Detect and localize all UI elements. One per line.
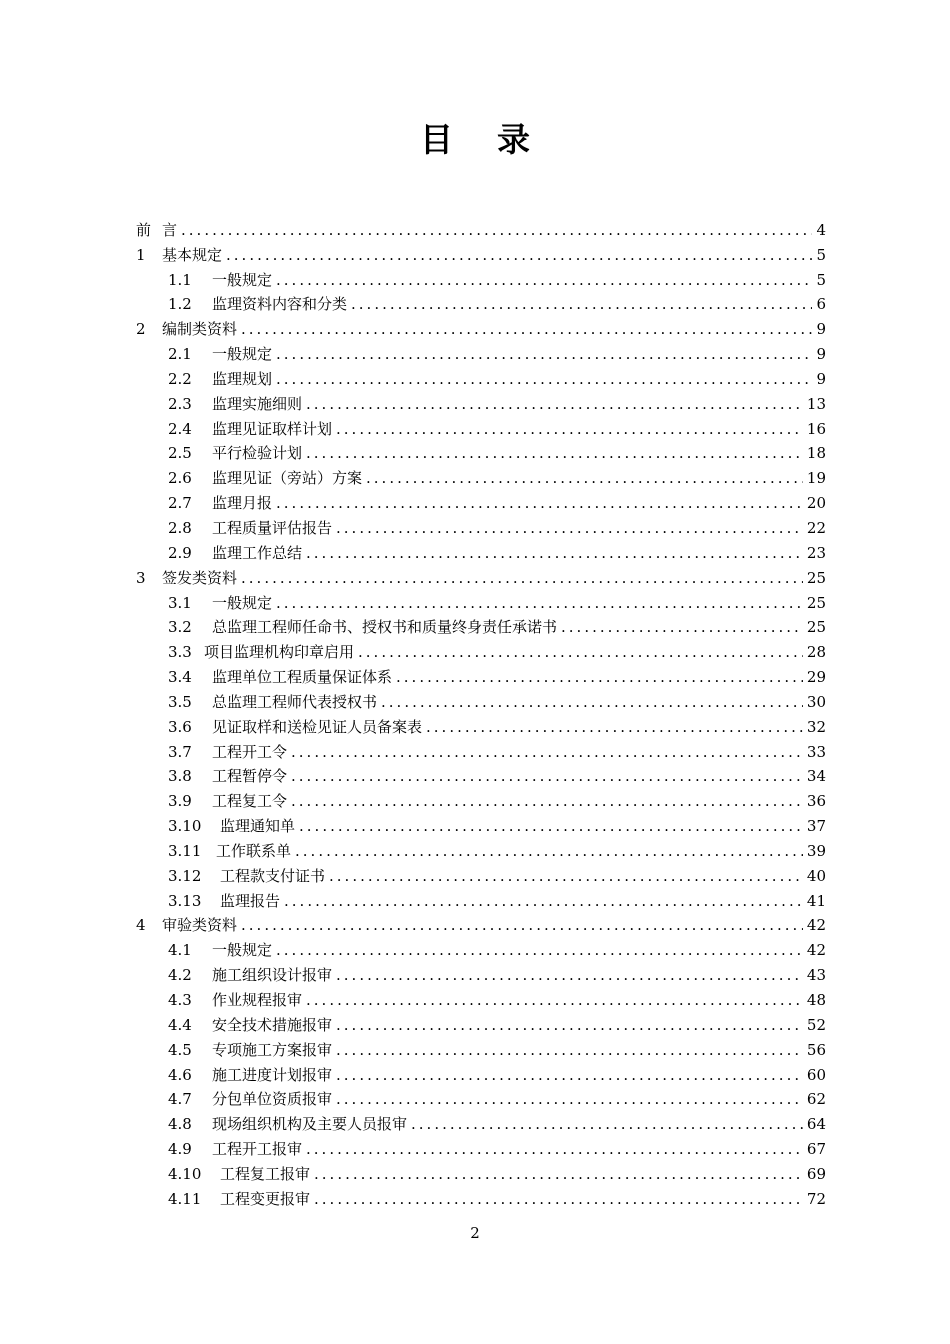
toc-entry[interactable] bbox=[136, 488, 826, 513]
toc-entry-page: 62 bbox=[806, 1090, 826, 1109]
toc-entry-page: 48 bbox=[806, 991, 826, 1009]
toc-entry-page: 72 bbox=[806, 1189, 826, 1208]
toc-entry-page: 52 bbox=[806, 1015, 826, 1034]
toc-entry-number: 4.10 bbox=[168, 1164, 202, 1183]
toc-leader-dots bbox=[336, 965, 803, 985]
toc-entry-label: 施工组织设计报审 bbox=[212, 966, 333, 985]
toc-entry-label: 监理报告 bbox=[220, 891, 281, 910]
toc-entry-number: 3.1 bbox=[168, 593, 192, 612]
toc-entry-number: 4.11 bbox=[168, 1189, 202, 1208]
toc-entry-page: 23 bbox=[806, 543, 826, 562]
toc-leader-dots bbox=[411, 1114, 803, 1134]
toc-leader-dots bbox=[329, 866, 803, 886]
toc-entry-number: 2 bbox=[136, 320, 146, 339]
toc-leader-dots bbox=[241, 568, 803, 588]
toc-entry-number: 3.5 bbox=[168, 692, 192, 711]
toc-entry-label: 监理规划 bbox=[212, 369, 273, 388]
title-char: 目 bbox=[420, 120, 453, 159]
toc-entry-page: 41 bbox=[806, 891, 826, 910]
toc-entry-label: 监理通知单 bbox=[220, 817, 296, 836]
toc-entry[interactable] bbox=[136, 786, 826, 811]
toc-leader-dots bbox=[181, 220, 812, 240]
toc-leader-dots bbox=[396, 667, 803, 687]
toc-leader-dots bbox=[336, 1015, 803, 1035]
toc-leader-dots bbox=[336, 1089, 803, 1109]
toc-entry-page: 6 bbox=[816, 295, 826, 314]
toc-entry-number: 4.5 bbox=[168, 1040, 192, 1059]
toc-entry-label: 专项施工方案报审 bbox=[212, 1040, 333, 1059]
toc-entry-number: 3.12 bbox=[168, 866, 202, 885]
toc-leader-dots bbox=[336, 419, 803, 439]
toc-entry-number: 2.1 bbox=[168, 345, 192, 364]
toc-entry-number: 4 bbox=[136, 916, 146, 935]
toc-entry[interactable] bbox=[136, 1184, 826, 1209]
toc-leader-dots bbox=[299, 816, 803, 836]
toc-entry[interactable] bbox=[136, 613, 826, 638]
toc-entry-page: 5 bbox=[816, 270, 826, 289]
toc-leader-dots bbox=[276, 270, 812, 290]
toc-entry[interactable] bbox=[136, 538, 826, 563]
toc-entry[interactable] bbox=[136, 563, 826, 588]
toc-entry-label: 工程款支付证书 bbox=[220, 866, 326, 885]
toc-leader-dots bbox=[336, 1065, 803, 1085]
toc-entry-label: 监理资料内容和分类 bbox=[212, 295, 348, 314]
toc-entry[interactable] bbox=[136, 836, 826, 861]
toc-entry[interactable] bbox=[136, 935, 826, 960]
toc-entry[interactable] bbox=[136, 687, 826, 712]
toc-entry-number: 3.2 bbox=[168, 618, 192, 637]
toc-entry-label: 项目监理机构印章启用 bbox=[204, 643, 355, 662]
toc-entry[interactable] bbox=[136, 985, 826, 1010]
toc-leader-dots bbox=[426, 717, 803, 737]
toc-entry-number: 2.5 bbox=[168, 444, 192, 463]
toc-entry-number: 4.1 bbox=[168, 941, 192, 960]
toc-entry-label: 监理见证取样计划 bbox=[212, 419, 333, 438]
toc-entry-page: 60 bbox=[806, 1065, 826, 1084]
toc-entry-number: 2.3 bbox=[168, 394, 192, 413]
toc-leader-dots bbox=[276, 940, 803, 960]
toc-entry-label: 工程暂停令 bbox=[212, 767, 288, 786]
toc-entry-label: 监理见证（旁站）方案 bbox=[212, 469, 363, 488]
toc-leader-dots bbox=[276, 593, 803, 613]
toc-leader-dots bbox=[276, 369, 812, 389]
toc-entry-page: 9 bbox=[816, 345, 826, 364]
toc-entry-page: 22 bbox=[806, 518, 826, 537]
page-title bbox=[0, 118, 950, 162]
toc-entry-label: 总监理工程师代表授权书 bbox=[212, 692, 378, 711]
toc-entry-number: 3 bbox=[136, 568, 146, 587]
toc-entry-page: 34 bbox=[806, 767, 826, 786]
toc-entry-label: 作业规程报审 bbox=[212, 991, 303, 1009]
toc-entry-label: 监理月报 bbox=[212, 494, 273, 513]
toc-entry-page: 36 bbox=[806, 792, 826, 811]
toc-entry-label: 工程开工令 bbox=[212, 742, 288, 761]
toc-entry-page: 64 bbox=[806, 1115, 826, 1134]
toc-entry-number: 1.2 bbox=[168, 295, 192, 314]
toc-entry-label: 审验类资料 bbox=[162, 916, 238, 935]
toc-entry-page: 56 bbox=[806, 1040, 826, 1059]
toc-entry[interactable] bbox=[136, 364, 826, 389]
toc-entry-page: 42 bbox=[806, 916, 826, 935]
toc-entry-label: 工作联系单 bbox=[216, 841, 292, 860]
toc-entry-label: 见证取样和送检见证人员备案表 bbox=[212, 717, 423, 736]
toc-entry[interactable] bbox=[136, 911, 826, 936]
toc-entry-number: 2.9 bbox=[168, 543, 192, 562]
toc-entry-number: 3.11 bbox=[168, 841, 202, 860]
toc-leader-dots bbox=[276, 493, 803, 513]
toc-entry-label: 一般规定 bbox=[212, 593, 273, 612]
toc-entry[interactable] bbox=[136, 762, 826, 787]
toc-entry-page: 33 bbox=[806, 742, 826, 761]
toc-entry-page: 32 bbox=[806, 717, 826, 736]
toc-leader-dots bbox=[381, 692, 803, 712]
toc-entry-number: 4.8 bbox=[168, 1115, 192, 1134]
toc-entry[interactable] bbox=[136, 1159, 826, 1184]
toc-entry-number: 4.2 bbox=[168, 966, 192, 985]
toc-entry[interactable] bbox=[136, 314, 826, 339]
toc-entry[interactable] bbox=[136, 1060, 826, 1085]
toc-entry-page: 40 bbox=[806, 866, 826, 885]
toc-entry-page: 29 bbox=[806, 668, 826, 687]
toc-entry[interactable] bbox=[136, 1035, 826, 1060]
toc-entry-number: 3.13 bbox=[168, 891, 202, 910]
toc-leader-dots bbox=[291, 742, 803, 762]
toc-entry-page: 4 bbox=[816, 220, 826, 239]
toc-entry-number: 4.4 bbox=[168, 1015, 192, 1034]
toc-entry-page: 19 bbox=[806, 469, 826, 488]
toc-entry-number: 2.4 bbox=[168, 419, 192, 438]
toc-entry-label: 编制类资料 bbox=[162, 320, 238, 339]
toc-entry[interactable] bbox=[136, 960, 826, 985]
toc-entry-number: 2.7 bbox=[168, 494, 192, 513]
toc-leader-dots bbox=[306, 543, 803, 563]
toc-entry[interactable] bbox=[136, 513, 826, 538]
toc-entry[interactable] bbox=[136, 1010, 826, 1035]
toc-entry-number: 1 bbox=[136, 245, 146, 264]
toc-entry-page: 30 bbox=[806, 692, 826, 711]
toc-entry[interactable] bbox=[136, 1085, 826, 1110]
toc-entry-label: 工程复工报审 bbox=[220, 1164, 311, 1183]
toc-leader-dots bbox=[366, 468, 803, 488]
title-char: 录 bbox=[497, 120, 530, 159]
toc-leader-dots bbox=[314, 1164, 803, 1184]
toc-entry[interactable] bbox=[136, 215, 826, 240]
toc-entry-number: 3.8 bbox=[168, 767, 192, 786]
toc-entry-number: 4.9 bbox=[168, 1140, 192, 1159]
toc-leader-dots bbox=[295, 841, 803, 861]
toc-entry-number: 4.3 bbox=[168, 991, 192, 1009]
toc-entry[interactable] bbox=[136, 290, 826, 315]
toc-entry[interactable] bbox=[136, 861, 826, 886]
toc-entry-page: 25 bbox=[806, 593, 826, 612]
toc-leader-dots bbox=[306, 443, 803, 463]
toc-entry-label: 安全技术措施报审 bbox=[212, 1015, 333, 1034]
toc-leader-dots bbox=[314, 1189, 803, 1209]
toc-entry-page: 25 bbox=[806, 618, 826, 637]
toc-entry-page: 13 bbox=[806, 394, 826, 413]
toc-leader-dots bbox=[561, 617, 803, 637]
toc-entry[interactable] bbox=[136, 1109, 826, 1134]
toc-entry-label: 一般规定 bbox=[212, 345, 273, 364]
toc-entry-label: 工程质量评估报告 bbox=[212, 518, 333, 537]
toc-entry-number: 4.7 bbox=[168, 1090, 192, 1109]
toc-entry-label: 平行检验计划 bbox=[212, 444, 303, 463]
table-of-contents bbox=[136, 215, 826, 1209]
toc-entry[interactable] bbox=[136, 811, 826, 836]
toc-entry-number: 3.9 bbox=[168, 792, 192, 811]
toc-entry-number: 1.1 bbox=[168, 270, 192, 289]
toc-entry-page: 42 bbox=[806, 941, 826, 960]
toc-entry-label: 分包单位资质报审 bbox=[212, 1090, 333, 1109]
toc-entry-number: 3.10 bbox=[168, 817, 202, 836]
toc-entry[interactable] bbox=[136, 414, 826, 439]
toc-leader-dots bbox=[336, 518, 803, 538]
toc-entry-label: 监理实施细则 bbox=[212, 394, 303, 413]
toc-entry-number: 2.2 bbox=[168, 369, 192, 388]
toc-entry-page: 25 bbox=[806, 568, 826, 587]
toc-entry-label: 一般规定 bbox=[212, 270, 273, 289]
toc-entry-label: 签发类资料 bbox=[162, 568, 238, 587]
toc-leader-dots bbox=[241, 915, 803, 935]
toc-entry-label: 基本规定 bbox=[162, 245, 223, 264]
toc-entry-page: 20 bbox=[806, 494, 826, 513]
toc-entry-number: 前 bbox=[136, 220, 152, 239]
toc-entry-label: 施工进度计划报审 bbox=[212, 1065, 333, 1084]
toc-entry-label: 一般规定 bbox=[212, 941, 273, 960]
toc-entry[interactable] bbox=[136, 265, 826, 290]
toc-entry[interactable] bbox=[136, 737, 826, 762]
toc-entry-page: 69 bbox=[806, 1164, 826, 1183]
toc-entry-label: 工程复工令 bbox=[212, 792, 288, 811]
toc-entry-label: 工程开工报审 bbox=[212, 1140, 303, 1159]
toc-entry-page: 37 bbox=[806, 817, 826, 836]
toc-entry-page: 67 bbox=[806, 1140, 826, 1159]
toc-entry-label: 监理单位工程质量保证体系 bbox=[212, 668, 393, 687]
toc-entry-page: 18 bbox=[806, 444, 826, 463]
toc-leader-dots bbox=[336, 1040, 803, 1060]
toc-entry-label: 总监理工程师任命书、授权书和质量终身责任承诺书 bbox=[212, 618, 558, 637]
toc-entry-number: 3.4 bbox=[168, 668, 192, 687]
toc-entry-number: 3.6 bbox=[168, 717, 192, 736]
toc-entry-page: 16 bbox=[806, 419, 826, 438]
toc-leader-dots bbox=[351, 294, 812, 314]
toc-leader-dots bbox=[291, 766, 803, 786]
toc-entry-number: 3.7 bbox=[168, 742, 192, 761]
toc-entry[interactable] bbox=[136, 240, 826, 265]
toc-leader-dots bbox=[306, 1139, 803, 1159]
toc-entry[interactable] bbox=[136, 712, 826, 737]
toc-entry-page: 28 bbox=[806, 643, 826, 662]
toc-entry-page: 9 bbox=[816, 320, 826, 339]
toc-entry-label: 言 bbox=[162, 220, 178, 239]
toc-entry[interactable] bbox=[136, 339, 826, 364]
toc-entry-number: 2.8 bbox=[168, 518, 192, 537]
toc-entry[interactable] bbox=[136, 389, 826, 414]
toc-entry-page: 5 bbox=[816, 245, 826, 264]
toc-entry-number: 3.3 bbox=[168, 643, 192, 662]
toc-entry[interactable] bbox=[136, 1134, 826, 1159]
toc-entry-label: 监理工作总结 bbox=[212, 543, 303, 562]
toc-leader-dots bbox=[306, 990, 803, 1010]
toc-entry-number: 4.6 bbox=[168, 1065, 192, 1084]
toc-entry[interactable] bbox=[136, 662, 826, 687]
toc-entry[interactable] bbox=[136, 588, 826, 613]
toc-entry-page: 43 bbox=[806, 966, 826, 985]
toc-entry-page: 9 bbox=[816, 369, 826, 388]
toc-entry-label: 工程变更报审 bbox=[220, 1189, 311, 1208]
toc-entry[interactable] bbox=[136, 439, 826, 464]
toc-leader-dots bbox=[276, 344, 812, 364]
toc-entry[interactable] bbox=[136, 637, 826, 662]
toc-entry-page: 39 bbox=[806, 841, 826, 860]
toc-leader-dots bbox=[226, 245, 812, 265]
toc-leader-dots bbox=[241, 319, 812, 339]
toc-entry-label: 现场组织机构及主要人员报审 bbox=[212, 1115, 408, 1134]
toc-entry[interactable] bbox=[136, 886, 826, 911]
toc-entry[interactable] bbox=[136, 463, 826, 488]
toc-entry-number: 2.6 bbox=[168, 469, 192, 488]
toc-leader-dots bbox=[284, 891, 803, 911]
toc-leader-dots bbox=[291, 791, 803, 811]
toc-leader-dots bbox=[358, 642, 803, 662]
toc-leader-dots bbox=[306, 394, 803, 414]
page-number: 2 bbox=[470, 1224, 480, 1242]
